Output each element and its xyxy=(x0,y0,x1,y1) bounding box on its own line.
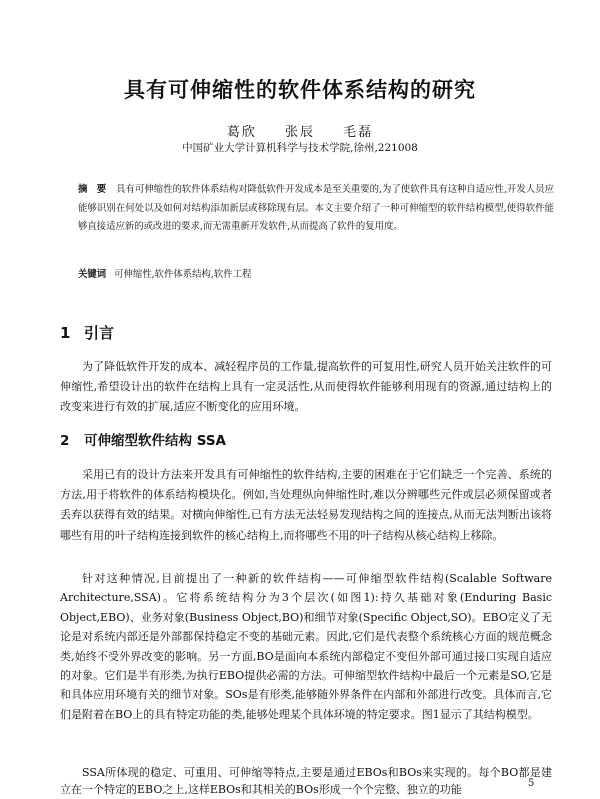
keywords xyxy=(78,266,554,280)
section-number: 1 xyxy=(60,324,71,342)
abstract-text: 具有可伸缩性的软件体系结构对降低软件开发成本是至关重要的,为了使软件具有这种自适应性,开发人员应能够识别在何处以及如何对结构添加新层或移除现有层。本文主要介绍了一种可伸缩型的软件结构模型,使得软件能够直接适应新的或改进的要求,而无需重新开发软件,从而提高了软件的复用度。 xyxy=(78,184,554,232)
body-paragraph: 为了降低软件开发的成本、减轻程序员的工作量,提高软件的可复用性,研究人员开始关注软件的可伸缩性,希望设计出的软件在结构上具有一定灵活性,从而使得软件能够利用现有的资源,通过结构上的改变来进行有效的扩展,适应不断变化的应用环境。 xyxy=(60,360,552,414)
section-heading-introduction xyxy=(60,322,114,343)
section-title: 可伸缩型软件结构 SSA xyxy=(84,433,226,449)
author-name: 毛磊 xyxy=(343,125,374,140)
section-heading-ssa xyxy=(60,429,226,449)
affiliation: 中国矿业大学计算机科学与技术学院,徐州,221008 xyxy=(182,142,418,154)
body-paragraph: SSA所体现的稳定、可重用、可伸缩等特点,主要是通过EBOs和BOs来实现的。每个BO都是建立在一个特定的EBO之上,这样EBOs和其相关的BOs形成一个个完整、独立的功能 xyxy=(60,766,552,796)
body-paragraph: 采用已有的设计方法来开发具有可伸缩性的软件结构,主要的困难在于它们缺乏一个完善、系统的方法,用于将软件的体系结构模块化。例如,当处理纵向伸缩性时,难以分辨哪些元件或层必须保留或者丢弃以获得有效的结果。对横向伸缩性,已有方法无法轻易发现结构之间的连接点,从而无法判断出该将哪些有用的叶子结构连接到软件的核心结构上,而将哪些不用的叶子结构从核心结构上移除。 xyxy=(60,468,552,542)
paper-title: 具有可伸缩性的软件体系结构的研究 xyxy=(124,78,476,102)
section-title: 引言 xyxy=(84,324,115,342)
page-number: 5 xyxy=(528,778,535,789)
abstract-label: 摘 要 xyxy=(78,184,107,195)
body-paragraph: 针对这种情况,目前提出了一种新的软件结构——可伸缩型软件结构(Scalable Software Architecture,SSA)。它将系统结构分为3个层次(如图1):持久基础对象(Enduring Basic Object,EBO)、业务对象(Business Object,BO)和细节对象(Specific Object,SO)。EBO定义了无论是对系统内部还是外部都保持稳定不变的基础元素。因此,它们是代表整个系统核心方面的规范概念类,始终不受外界改变的影响。另一方面,BO是面向本系统内部稳定不变但外部可通过接口实现自适应的对象。它们是半有形类,为执行EBO提供必需的方法。可伸缩型软件结构中最后一个元素是SO,它是和具体应用环境有关的细节对象。SOs是有形类,能够随外界条件在内部和外部进行改变。具体而言,它们是附着在BO上的具有特定功能的类,能够处理某个具体环境的特定要求。图1显示了其结构模型。 xyxy=(60,572,552,721)
author-name: 葛欣 xyxy=(226,125,257,140)
abstract xyxy=(78,181,554,237)
keywords-text: 可伸缩性,软件体系结构,软件工程 xyxy=(114,269,252,280)
author-list xyxy=(0,121,600,140)
section-number: 2 xyxy=(60,433,70,449)
keywords-label: 关键词 xyxy=(78,269,107,280)
author-name: 张辰 xyxy=(284,125,315,140)
